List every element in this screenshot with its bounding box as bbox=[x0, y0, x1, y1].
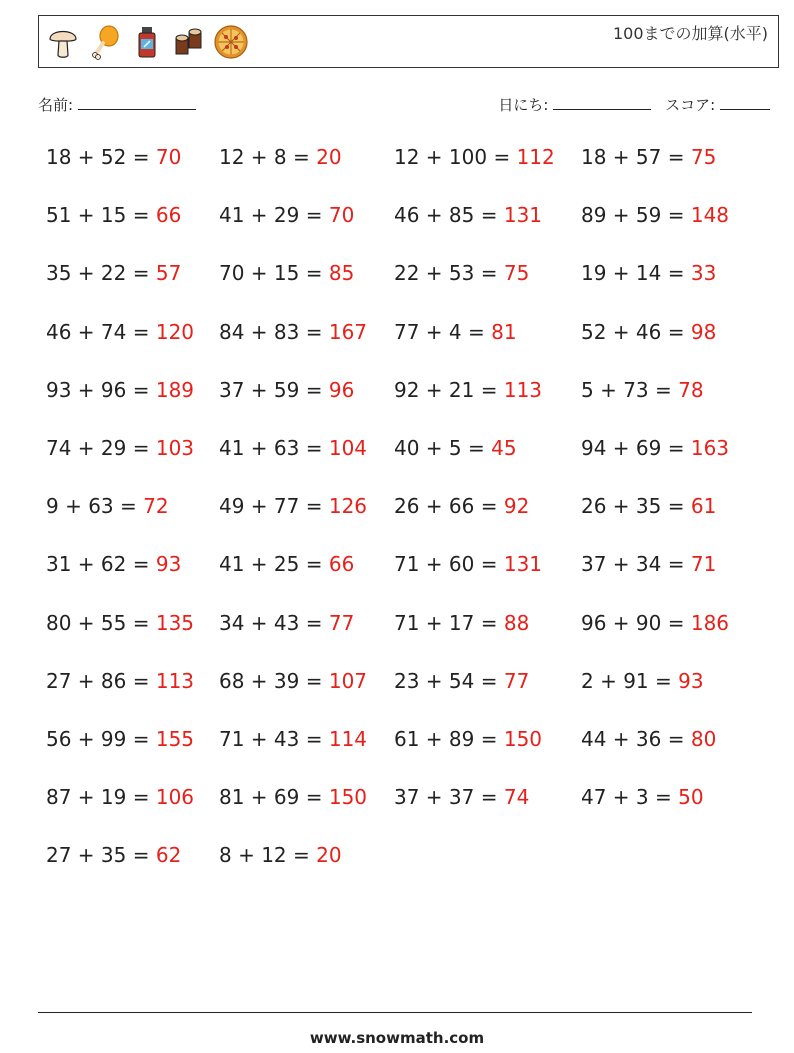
problem-question: 37 + 59 = bbox=[219, 377, 329, 402]
problem-answer: 74 bbox=[503, 785, 530, 810]
problem-row bbox=[46, 378, 766, 436]
problem-item bbox=[394, 552, 542, 576]
problem-answer: 71 bbox=[690, 552, 717, 577]
score-field bbox=[665, 94, 770, 115]
problem-item bbox=[219, 611, 354, 635]
problem-item bbox=[46, 436, 194, 460]
problem-question: 51 + 15 = bbox=[46, 203, 156, 228]
problem-item bbox=[219, 669, 367, 693]
problem-question: 26 + 35 = bbox=[581, 494, 691, 519]
date-label: 日にち: bbox=[498, 96, 549, 114]
problem-answer: 113 bbox=[503, 377, 543, 402]
problem-answer: 107 bbox=[328, 668, 368, 693]
problem-item bbox=[219, 203, 354, 227]
problem-question: 26 + 66 = bbox=[394, 494, 504, 519]
problem-row bbox=[46, 261, 766, 319]
problem-item bbox=[581, 203, 729, 227]
problem-question: 56 + 99 = bbox=[46, 726, 156, 751]
problem-question: 94 + 69 = bbox=[581, 435, 691, 460]
problem-question: 70 + 15 = bbox=[219, 261, 329, 286]
problem-answer: 66 bbox=[328, 552, 355, 577]
problem-item bbox=[581, 378, 704, 402]
problem-question: 52 + 46 = bbox=[581, 319, 691, 344]
problem-item bbox=[581, 494, 716, 518]
problem-row bbox=[46, 145, 766, 203]
problem-item bbox=[394, 436, 517, 460]
problem-question: 18 + 52 = bbox=[46, 145, 156, 169]
mushroom-icon bbox=[45, 22, 81, 62]
problem-item bbox=[46, 203, 181, 227]
problem-question: 34 + 43 = bbox=[219, 610, 329, 635]
problem-item bbox=[581, 320, 716, 344]
problem-answer: 131 bbox=[503, 552, 543, 577]
problem-item bbox=[219, 785, 367, 809]
problem-question: 35 + 22 = bbox=[46, 261, 156, 286]
problem-item bbox=[46, 611, 194, 635]
problem-item bbox=[219, 436, 367, 460]
problem-answer: 81 bbox=[491, 319, 517, 344]
problem-answer: 155 bbox=[155, 726, 195, 751]
problem-answer: 93 bbox=[155, 552, 182, 577]
footer-divider bbox=[38, 1012, 752, 1013]
problem-row bbox=[46, 203, 766, 261]
problem-item bbox=[581, 436, 729, 460]
problem-question: 27 + 35 = bbox=[46, 843, 156, 868]
problem-answer: 45 bbox=[491, 435, 517, 460]
problem-item bbox=[394, 785, 529, 809]
problem-item bbox=[394, 669, 529, 693]
problem-answer: 131 bbox=[503, 203, 543, 228]
problem-item bbox=[219, 552, 354, 576]
problem-item bbox=[581, 669, 704, 693]
problem-answer: 186 bbox=[690, 610, 730, 635]
problem-question: 44 + 36 = bbox=[581, 726, 691, 751]
problem-answer: 77 bbox=[503, 668, 530, 693]
problem-answer: 62 bbox=[155, 843, 182, 868]
problem-question: 46 + 85 = bbox=[394, 203, 504, 228]
problem-answer: 70 bbox=[155, 145, 182, 169]
problem-row bbox=[46, 785, 766, 843]
problem-row bbox=[46, 727, 766, 785]
problem-question: 19 + 14 = bbox=[581, 261, 691, 286]
worksheet-header bbox=[38, 15, 779, 68]
problem-question: 68 + 39 = bbox=[219, 668, 329, 693]
problem-question: 46 + 74 = bbox=[46, 319, 156, 344]
problem-item bbox=[394, 320, 517, 344]
problem-item bbox=[46, 727, 194, 751]
problem-question: 37 + 34 = bbox=[581, 552, 691, 577]
problem-answer: 189 bbox=[155, 377, 195, 402]
problem-item bbox=[46, 261, 181, 285]
problem-question: 5 + 73 = bbox=[581, 377, 679, 402]
problem-answer: 106 bbox=[155, 785, 195, 810]
problem-grid bbox=[46, 145, 766, 901]
log-roll-icon bbox=[171, 22, 207, 62]
problem-answer: 93 bbox=[678, 668, 704, 693]
problem-answer: 112 bbox=[516, 145, 555, 169]
problem-answer: 113 bbox=[155, 668, 195, 693]
problem-row bbox=[46, 611, 766, 669]
problem-answer: 104 bbox=[328, 435, 368, 460]
problem-question: 37 + 37 = bbox=[394, 785, 504, 810]
problem-question: 49 + 77 = bbox=[219, 494, 329, 519]
problem-item bbox=[581, 552, 716, 576]
problem-item bbox=[219, 145, 342, 169]
problem-answer: 80 bbox=[690, 726, 717, 751]
problem-question: 89 + 59 = bbox=[581, 203, 691, 228]
problem-question: 74 + 29 = bbox=[46, 435, 156, 460]
problem-item bbox=[46, 494, 169, 518]
problem-item bbox=[394, 378, 542, 402]
problem-question: 93 + 96 = bbox=[46, 377, 156, 402]
problem-question: 47 + 3 = bbox=[581, 785, 679, 810]
problem-item bbox=[219, 378, 354, 402]
problem-item bbox=[46, 669, 194, 693]
score-blank bbox=[720, 96, 770, 110]
problem-item bbox=[581, 261, 716, 285]
problem-question: 41 + 25 = bbox=[219, 552, 329, 577]
problem-item bbox=[219, 320, 367, 344]
problem-question: 40 + 5 = bbox=[394, 435, 492, 460]
problem-question: 87 + 19 = bbox=[46, 785, 156, 810]
problem-answer: 72 bbox=[143, 494, 169, 519]
problem-answer: 120 bbox=[155, 319, 195, 344]
problem-answer: 103 bbox=[155, 435, 195, 460]
problem-question: 92 + 21 = bbox=[394, 377, 504, 402]
problem-item bbox=[581, 145, 716, 169]
problem-answer: 70 bbox=[328, 203, 355, 228]
problem-item bbox=[46, 785, 194, 809]
problem-item bbox=[394, 145, 555, 169]
worksheet-title: 100までの加算(水平) bbox=[612, 24, 768, 43]
problem-question: 71 + 43 = bbox=[219, 726, 329, 751]
problem-answer: 57 bbox=[155, 261, 182, 286]
problem-answer: 135 bbox=[155, 610, 195, 635]
problem-question: 84 + 83 = bbox=[219, 319, 329, 344]
problem-answer: 78 bbox=[678, 377, 704, 402]
name-blank bbox=[78, 96, 196, 110]
problem-question: 23 + 54 = bbox=[394, 668, 504, 693]
problem-question: 61 + 89 = bbox=[394, 726, 504, 751]
problem-answer: 75 bbox=[503, 261, 530, 286]
problem-question: 81 + 69 = bbox=[219, 785, 329, 810]
problem-question: 12 + 100 = bbox=[394, 145, 517, 169]
problem-answer: 50 bbox=[678, 785, 704, 810]
problem-item bbox=[219, 843, 342, 867]
problem-answer: 167 bbox=[328, 319, 368, 344]
problem-item bbox=[46, 145, 181, 169]
date-blank bbox=[553, 96, 651, 110]
problem-answer: 20 bbox=[316, 145, 342, 169]
problem-answer: 150 bbox=[328, 785, 368, 810]
problem-answer: 150 bbox=[503, 726, 543, 751]
problem-question: 27 + 86 = bbox=[46, 668, 156, 693]
problem-item bbox=[219, 261, 354, 285]
problem-question: 41 + 63 = bbox=[219, 435, 329, 460]
problem-answer: 98 bbox=[690, 319, 717, 344]
problem-answer: 88 bbox=[503, 610, 530, 635]
problem-row bbox=[46, 669, 766, 727]
problem-answer: 96 bbox=[328, 377, 355, 402]
problem-row bbox=[46, 494, 766, 552]
problem-item bbox=[581, 727, 716, 751]
problem-answer: 61 bbox=[690, 494, 717, 519]
problem-answer: 20 bbox=[316, 843, 342, 868]
name-field bbox=[38, 94, 196, 115]
problem-question: 22 + 53 = bbox=[394, 261, 504, 286]
score-label: スコア: bbox=[665, 96, 716, 114]
problem-item bbox=[219, 727, 367, 751]
problem-item bbox=[581, 611, 729, 635]
problem-answer: 163 bbox=[690, 435, 730, 460]
problem-row bbox=[46, 552, 766, 610]
name-label: 名前: bbox=[38, 96, 74, 114]
problem-item bbox=[394, 261, 529, 285]
problem-answer: 126 bbox=[328, 494, 368, 519]
problem-answer: 114 bbox=[328, 726, 368, 751]
problem-answer: 75 bbox=[690, 145, 717, 169]
problem-answer: 77 bbox=[328, 610, 355, 635]
problem-question: 71 + 60 = bbox=[394, 552, 504, 577]
problem-answer: 85 bbox=[328, 261, 355, 286]
problem-answer: 33 bbox=[690, 261, 717, 286]
problem-question: 31 + 62 = bbox=[46, 552, 156, 577]
pizza-icon bbox=[213, 22, 249, 62]
problem-item bbox=[394, 611, 529, 635]
problem-item bbox=[46, 843, 181, 867]
problem-item bbox=[394, 494, 529, 518]
problem-item bbox=[219, 494, 367, 518]
problem-item bbox=[394, 203, 542, 227]
problem-question: 18 + 57 = bbox=[581, 145, 691, 169]
problem-question: 80 + 55 = bbox=[46, 610, 156, 635]
problem-question: 77 + 4 = bbox=[394, 319, 492, 344]
problem-question: 41 + 29 = bbox=[219, 203, 329, 228]
problem-item bbox=[46, 552, 181, 576]
date-score-fields bbox=[498, 94, 770, 115]
jam-jar-icon bbox=[129, 22, 165, 62]
problem-answer: 92 bbox=[503, 494, 530, 519]
problem-question: 9 + 63 = bbox=[46, 494, 144, 519]
problem-question: 71 + 17 = bbox=[394, 610, 504, 635]
problem-item bbox=[46, 378, 194, 402]
problem-answer: 148 bbox=[690, 203, 730, 228]
problem-answer: 66 bbox=[155, 203, 182, 228]
problem-item bbox=[46, 320, 194, 344]
problem-item bbox=[394, 727, 542, 751]
icon-strip bbox=[45, 22, 249, 62]
problem-row bbox=[46, 320, 766, 378]
problem-row bbox=[46, 436, 766, 494]
problem-item bbox=[581, 785, 704, 809]
problem-question: 12 + 8 = bbox=[219, 145, 317, 169]
date-field bbox=[498, 94, 651, 115]
problem-question: 2 + 91 = bbox=[581, 668, 679, 693]
footer-site: www.snowmath.com bbox=[309, 1029, 485, 1047]
problem-question: 96 + 90 = bbox=[581, 610, 691, 635]
chicken-leg-icon bbox=[87, 22, 123, 62]
problem-row bbox=[46, 843, 766, 901]
problem-question: 8 + 12 = bbox=[219, 843, 317, 868]
